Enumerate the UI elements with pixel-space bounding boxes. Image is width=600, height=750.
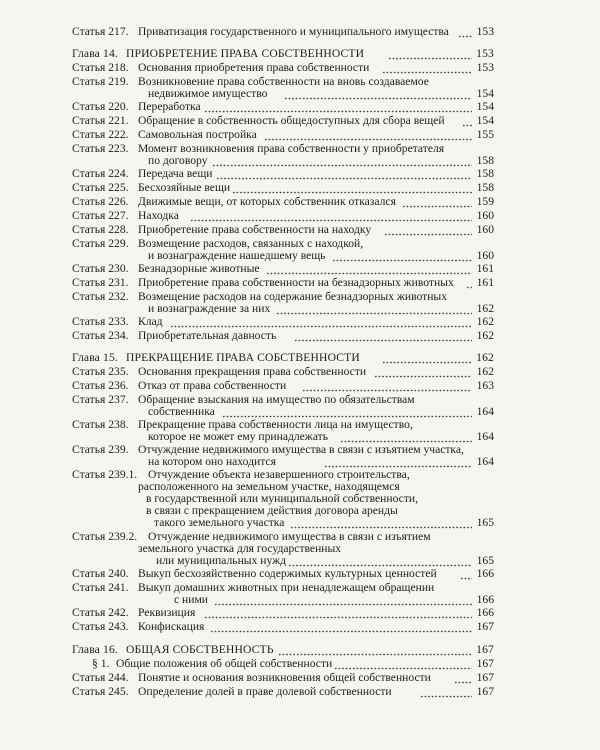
leader-dots — [294, 330, 472, 342]
entry-page: 164 — [476, 455, 494, 468]
entry-label: Статья 239.1. — [72, 468, 138, 481]
entry-title: Клад — [138, 315, 163, 328]
entry-title-line2: и вознаграждение за них — [148, 302, 271, 315]
entry-label: Статья 232. — [72, 290, 129, 303]
entry-label: Статья 222. — [72, 128, 129, 141]
entry-page: 158 — [476, 154, 494, 167]
entry-page: 162 — [476, 365, 494, 378]
entry-title: Выкуп бесхозяйственно содержимых культурных ценностей — [138, 567, 437, 580]
leader-dots — [462, 115, 472, 127]
entry-page: 153 — [476, 61, 494, 74]
leader-dots — [460, 568, 472, 580]
entry-page: 167 — [476, 643, 494, 656]
entry-page: 154 — [476, 87, 494, 100]
entry-label: Статья 234. — [72, 329, 129, 342]
entry-page: 160 — [476, 223, 494, 236]
entry-label: Статья 230. — [72, 262, 129, 275]
leader-dots — [190, 210, 472, 222]
entry-label: Статья 236. — [72, 379, 129, 392]
entry-label: Статья 239.2. — [72, 530, 138, 543]
leader-dots — [454, 672, 472, 684]
leader-dots — [334, 658, 472, 670]
entry-page: 167 — [476, 671, 494, 684]
entry-title: Понятие и основания возникновения общей собственности — [138, 671, 431, 684]
entry-title: Приобретательная давность — [138, 329, 277, 342]
entry-title: Приватизация государственного и муниципального имущества — [138, 25, 449, 38]
entry-title: Определение долей в праве долевой собственности — [138, 685, 392, 698]
entry-label: Статья 221. — [72, 114, 129, 127]
entry-page: 164 — [476, 405, 494, 418]
section-label: § 1. — [92, 657, 110, 670]
entry-title: Приобретение права собственности на безнадзорных животных — [138, 276, 454, 289]
entry-title: Передача вещи — [138, 167, 213, 180]
chapter-label: Глава 15. — [72, 351, 118, 364]
entry-label: Статья 245. — [72, 685, 129, 698]
entry-page: 161 — [476, 276, 494, 289]
entry-page: 163 — [476, 379, 494, 392]
entry-page: 161 — [476, 262, 494, 275]
leader-dots — [402, 196, 472, 208]
entry-title: Приобретение права собственности на находку — [138, 223, 372, 236]
entry-page: 154 — [476, 100, 494, 113]
entry-label: Статья 220. — [72, 100, 129, 113]
entry-page: 162 — [476, 315, 494, 328]
entry-label: Статья 223. — [72, 142, 129, 155]
leader-dots — [374, 366, 472, 378]
entry-title-line: земельного участка для государственных — [138, 542, 342, 555]
entry-label: Статья 244. — [72, 671, 129, 684]
leader-dots — [324, 456, 472, 468]
entry-page: 162 — [476, 329, 494, 342]
entry-title: Основания приобретения права собственности — [138, 61, 370, 74]
entry-title: Находка — [138, 209, 179, 222]
entry-title: Возмещение расходов, связанных с находкой, — [138, 237, 364, 250]
entry-page: 167 — [476, 657, 494, 670]
entry-label: Статья 225. — [72, 181, 129, 194]
entry-title: Момент возникновения права собственности у приобретателя — [138, 142, 445, 155]
entry-title-line2: с ними — [174, 593, 208, 606]
entry-title: Переработка — [138, 100, 201, 113]
entry-label: Статья 242. — [72, 606, 129, 619]
leader-dots — [302, 380, 472, 392]
entry-label: Статья 238. — [72, 418, 129, 431]
leader-dots — [278, 644, 472, 656]
entry-label: Статья 237. — [72, 393, 129, 406]
entry-title: Обращение в собственность общедоступных для сбора вещей — [138, 114, 445, 127]
entry-page: 153 — [476, 47, 494, 60]
entry-page: 167 — [476, 620, 494, 633]
entry-page: 159 — [476, 195, 494, 208]
leader-dots — [284, 88, 472, 100]
entry-page: 167 — [476, 685, 494, 698]
entry-title: Бесхозяйные вещи — [138, 181, 231, 194]
entry-title: Основания прекращения права собственности — [138, 365, 367, 378]
leader-dots — [340, 431, 472, 443]
entry-title: Отчуждение недвижимого имущества в связи с изъятием участка, — [138, 443, 464, 456]
entry-label: Статья 224. — [72, 167, 129, 180]
leader-dots — [264, 129, 472, 141]
entry-page: 158 — [476, 167, 494, 180]
leader-dots — [332, 250, 472, 262]
entry-label: Статья 227. — [72, 209, 129, 222]
entry-page: 166 — [476, 567, 494, 580]
entry-title-line2: или муниципальных нужд — [156, 554, 287, 567]
entry-title-line: в связи с прекращением действия договора аренды — [146, 504, 398, 517]
chapter-title: ОБЩАЯ СОБСТВЕННОСТЬ — [126, 643, 274, 656]
leader-dots — [384, 224, 472, 236]
entry-page: 166 — [476, 593, 494, 606]
entry-title-line2: и вознаграждение нашедшему вещь — [148, 249, 326, 262]
entry-title-line: расположенного на земельном участке, находящемся — [138, 480, 400, 493]
entry-title: Возникновение права собственности на вновь создаваемое — [138, 75, 429, 88]
leader-dots — [204, 607, 472, 619]
entry-page: 158 — [476, 181, 494, 194]
entry-label: Статья 226. — [72, 195, 129, 208]
chapter-label: Глава 16. — [72, 643, 118, 656]
entry-title: Прекращение права собственности лица на имущество, — [138, 418, 413, 431]
entry-title: Возмещение расходов на содержание безнадзорных животных — [138, 290, 447, 303]
entry-label: Статья 228. — [72, 223, 129, 236]
entry-label: Статья 218. — [72, 61, 129, 74]
entry-title: Безнадзорные животные — [138, 262, 260, 275]
entry-label: Статья 229. — [72, 237, 129, 250]
entry-title: Обращение взыскания на имущество по обязательствам — [138, 393, 415, 406]
entry-title: Выкуп домашних животных при ненадлежащем обращении — [138, 581, 435, 594]
entry-title-line2: которое не может ему принадлежать — [148, 430, 329, 443]
entry-page: 160 — [476, 209, 494, 222]
entry-title-line2: собственника — [148, 405, 215, 418]
entry-page: 162 — [476, 302, 494, 315]
entry-page: 165 — [476, 554, 494, 567]
chapter-title: ПРЕКРАЩЕНИЕ ПРАВА СОБСТВЕННОСТИ — [126, 351, 360, 364]
leader-dots — [216, 168, 472, 180]
section-title: Общие положения об общей собственности — [116, 657, 333, 670]
entry-label: Статья 219. — [72, 75, 129, 88]
leader-dots — [222, 406, 472, 418]
leader-dots — [266, 263, 472, 275]
entry-label: Статья 241. — [72, 581, 129, 594]
leader-dots — [288, 555, 472, 567]
entry-label: Статья 217. — [72, 25, 129, 38]
entry-title-line2: такого земельного участка — [154, 516, 285, 529]
leader-dots — [382, 352, 472, 364]
leader-dots — [276, 303, 472, 315]
leader-dots — [382, 62, 472, 74]
entry-title: Конфискация — [138, 620, 205, 633]
leader-dots — [204, 101, 472, 113]
entry-title: Движимые вещи, от которых собственник отказался — [138, 195, 396, 208]
entry-title: Отчуждение объекта незавершенного строительства, — [148, 468, 410, 481]
entry-page: 164 — [476, 430, 494, 443]
entry-label: Статья 239. — [72, 443, 129, 456]
entry-page: 166 — [476, 606, 494, 619]
leader-dots — [210, 621, 472, 633]
entry-page: 153 — [476, 25, 494, 38]
entry-label: Статья 243. — [72, 620, 129, 633]
entry-label: Статья 231. — [72, 276, 129, 289]
leader-dots — [232, 182, 472, 194]
chapter-title: ПРИОБРЕТЕНИЕ ПРАВА СОБСТВЕННОСТИ — [126, 47, 365, 60]
entry-label: Статья 233. — [72, 315, 129, 328]
entry-page: 160 — [476, 249, 494, 262]
entry-page: 154 — [476, 114, 494, 127]
leader-dots — [388, 48, 472, 60]
leader-dots — [214, 594, 472, 606]
entry-title: Отчуждение недвижимого имущества в связи с изъятием — [148, 530, 431, 543]
entry-page: 165 — [476, 516, 494, 529]
entry-page: 162 — [476, 351, 494, 364]
entry-title-line2: на котором оно находится — [148, 455, 276, 468]
chapter-label: Глава 14. — [72, 47, 118, 60]
entry-title: Реквизиция — [138, 606, 196, 619]
entry-label: Статья 240. — [72, 567, 129, 580]
leader-dots — [212, 155, 472, 167]
entry-page: 155 — [476, 128, 494, 141]
leader-dots — [420, 686, 472, 698]
entry-title-line2: по договору — [148, 154, 208, 167]
entry-title-line2: недвижимое имущество — [148, 87, 268, 100]
entry-title-line: в государственной или муниципальной собственности, — [146, 492, 418, 505]
leader-dots — [290, 517, 472, 529]
leader-dots — [170, 316, 472, 328]
entry-label: Статья 235. — [72, 365, 129, 378]
leader-dots — [458, 26, 472, 38]
entry-title: Отказ от права собственности — [138, 379, 287, 392]
entry-title: Самовольная постройка — [138, 128, 257, 141]
